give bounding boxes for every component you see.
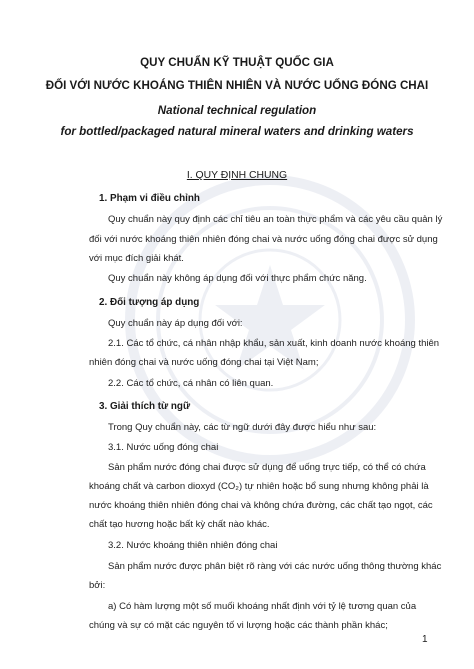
- title-vn-line-1: QUY CHUẨN KỸ THUẬT QUỐC GIA: [140, 56, 334, 69]
- heading-scope: 1. Phạm vi điều chỉnh: [99, 193, 200, 204]
- para-3-1-line-4: chất tạo hương hoặc bất kỳ chất nào khác.: [89, 519, 270, 530]
- para-3-1-line-2: khoáng chất và carbon dioxyd (CO₂) tự nhiên hoặc bổ sung nhưng không phải là: [89, 481, 429, 492]
- para-3-2: 3.2. Nước khoáng thiên nhiên đóng chai: [108, 540, 278, 551]
- title-vn-line-2: ĐỐI VỚI NƯỚC KHOÁNG THIÊN NHIÊN VÀ NƯỚC UỐNG ĐÓNG CHAI: [45, 79, 429, 92]
- para-scope-line-3: với mục đích giải khát.: [89, 253, 184, 264]
- para-a-line-2: chúng và sự có mặt các nguyên tố vi lượng hoặc các thành phần khác;: [89, 620, 388, 631]
- title-en-line-2: for bottled/packaged natural mineral waters and drinking waters: [60, 125, 414, 138]
- para-definitions-intro: Trong Quy chuẩn này, các từ ngữ dưới đây được hiểu như sau:: [108, 422, 377, 433]
- para-3-2-line-2: bởi:: [89, 580, 106, 591]
- para-3-2-line-1: Sản phẩm nước được phân biệt rõ ràng với các nước uống thông thường khác: [108, 561, 442, 572]
- para-scope-line-1: Quy chuẩn này quy định các chỉ tiêu an toàn thực phẩm và các yêu cầu quản lý: [108, 214, 443, 225]
- para-3-1: 3.1. Nước uống đóng chai: [108, 442, 219, 453]
- para-a-line-1: a) Có hàm lượng một số muối khoáng nhất định với tỷ lệ tương quan của: [108, 601, 417, 612]
- para-scope-line-2: đối với nước khoáng thiên nhiên đóng chai và nước uống đóng chai được sử dụng: [89, 234, 438, 245]
- heading-definitions: 3. Giải thích từ ngữ: [99, 401, 191, 412]
- para-3-1-line-1: Sản phẩm nước đóng chai được sử dụng để uống trực tiếp, có thể có chứa: [108, 462, 426, 473]
- section-heading: I. QUY ĐỊNH CHUNG: [186, 170, 288, 181]
- title-en-line-1: National technical regulation: [157, 104, 317, 117]
- page-number: 1: [422, 634, 428, 645]
- para-2-1-line-1: 2.1. Các tổ chức, cá nhân nhập khẩu, sản xuất, kinh doanh nước khoáng thiên: [108, 338, 440, 349]
- para-exclusion: Quy chuẩn này không áp dụng đối với thực phẩm chức năng.: [108, 273, 367, 284]
- para-applies: Quy chuẩn này áp dụng đối với:: [108, 318, 243, 329]
- para-2-2: 2.2. Các tổ chức, cá nhân có liên quan.: [108, 378, 274, 389]
- para-2-1-line-2: nhiên đóng chai và nước uống đóng chai tại Việt Nam;: [89, 357, 319, 368]
- heading-subjects: 2. Đối tượng áp dụng: [99, 297, 200, 308]
- para-3-1-line-3: nước khoáng thiên nhiên đóng chai và không chứa đường, các chất tạo ngọt, các: [89, 500, 433, 511]
